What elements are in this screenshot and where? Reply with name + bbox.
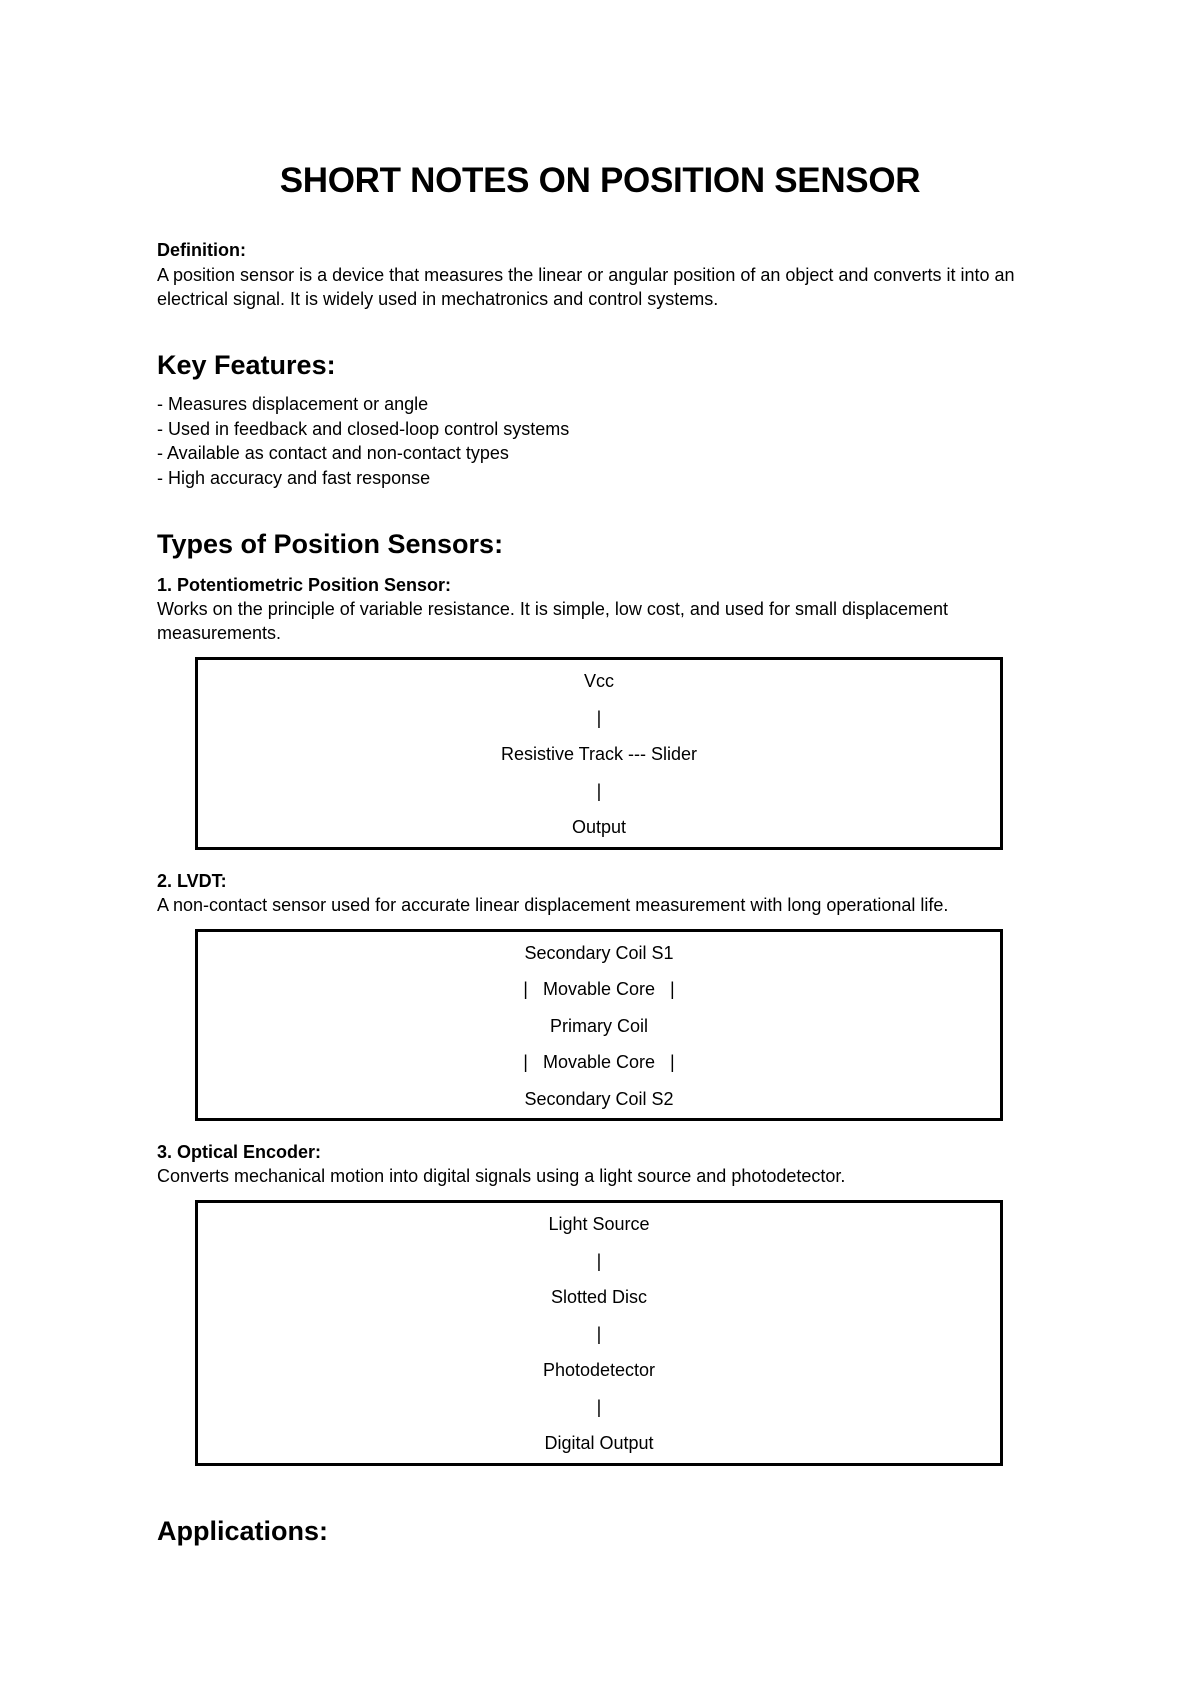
page-title: SHORT NOTES ON POSITION SENSOR bbox=[279, 161, 921, 200]
diagram-line: Primary Coil bbox=[549, 1015, 648, 1036]
feature-item: - Used in feedback and closed-loop control systems bbox=[157, 418, 570, 439]
potentiometric-title: 1. Potentiometric Position Sensor: bbox=[157, 575, 452, 595]
definition-text: A position sensor is a device that measures the linear or angular position of an object and converts it into an electrical signal. It is widely used in mechatronics and control systems. bbox=[157, 265, 1015, 309]
optical-encoder-description: Converts mechanical motion into digital signals using a light source and photodetector. bbox=[157, 1166, 846, 1186]
lvdt-title: 2. LVDT: bbox=[157, 870, 227, 891]
potentiometric-diagram bbox=[195, 657, 1003, 850]
feature-item: - Available as contact and non-contact types bbox=[157, 443, 509, 463]
diagram-line: | bbox=[596, 1250, 602, 1271]
feature-item: - High accuracy and fast response bbox=[157, 467, 431, 488]
feature-list bbox=[157, 392, 1057, 490]
diagram-line: Vcc bbox=[583, 671, 614, 691]
diagram-line: Output bbox=[571, 817, 627, 837]
lvdt-diagram bbox=[195, 929, 1003, 1122]
potentiometric-description: Works on the principle of variable resistance. It is simple, low cost, and used for small displacement measurements. bbox=[157, 599, 949, 643]
diagram-line: Light Source bbox=[548, 1214, 650, 1234]
applications-heading: Applications: bbox=[157, 1515, 329, 1546]
diagram-line: Photodetector bbox=[542, 1360, 656, 1380]
diagram-line: | bbox=[596, 780, 602, 801]
types-heading: Types of Position Sensors: bbox=[157, 529, 504, 559]
feature-item: - Measures displacement or angle bbox=[157, 394, 429, 414]
diagram-line: Resistive Track --- Slider bbox=[500, 744, 698, 764]
optical-encoder-diagram bbox=[195, 1200, 1003, 1466]
optical-encoder-title: 3. Optical Encoder: bbox=[157, 1142, 322, 1162]
document-body bbox=[157, 238, 1057, 1548]
diagram-line: Slotted Disc bbox=[550, 1287, 648, 1307]
lvdt-description: A non-contact sensor used for accurate linear displacement measurement with long operational life. bbox=[157, 894, 949, 915]
diagram-line: | Movable Core | bbox=[523, 979, 675, 999]
diagram-line: | bbox=[596, 1396, 602, 1417]
diagram-line: Digital Output bbox=[544, 1433, 654, 1453]
diagram-line: | bbox=[596, 707, 602, 728]
diagram-line: | Movable Core | bbox=[523, 1052, 675, 1072]
key-features-heading: Key Features: bbox=[157, 350, 336, 380]
diagram-line: Secondary Coil S1 bbox=[524, 942, 674, 963]
diagram-line: | bbox=[596, 1323, 602, 1344]
diagram-line: Secondary Coil S2 bbox=[524, 1088, 674, 1109]
definition-label: Definition: bbox=[157, 240, 246, 260]
